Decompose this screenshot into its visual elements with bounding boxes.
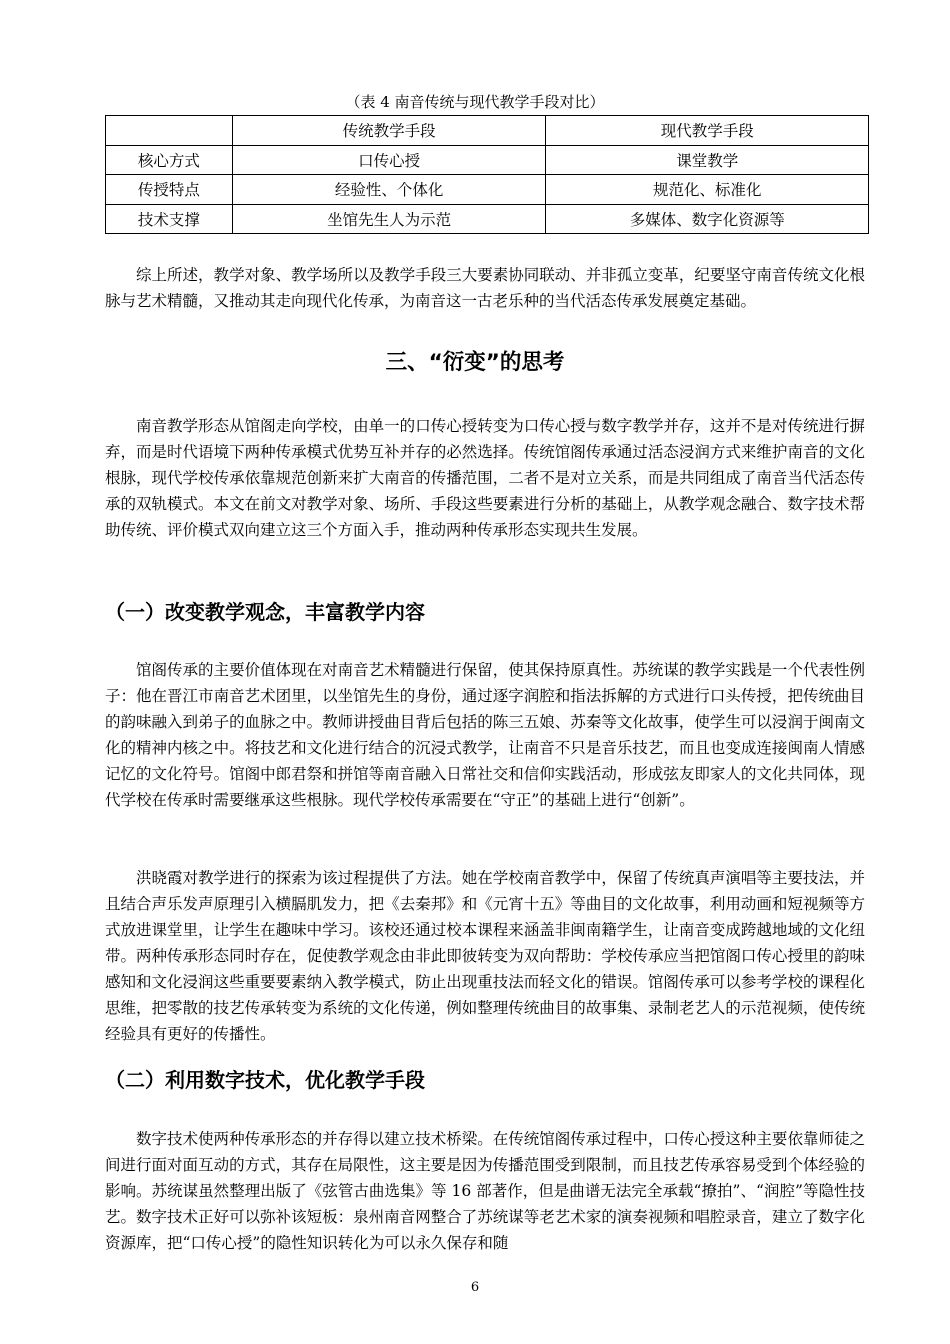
table-row (106, 204, 869, 234)
intro-paragraph: 南音教学形态从馆阁走向学校，由单一的口传心授转变为口传心授与数字教学并存，这并不是对传统进行摒弃，而是时代语境下两种传承模式优势互补并存的必然选择。传统馆阁传承通过活态浸润方式来维护南音的文化根脉，现代学校传承依靠规范创新来扩大南音的传播范围，二者不是对立关系，而是共同组成了南音当代活态传承的双轨模式。本文在前文对教学对象、场所、手段这些要素进行分析的基础上，从教学观念融合、数字技术帮助传统、评价模式双向建立这三个方面入手，推动两种传承形态实现共生发展。 (105, 417, 865, 539)
table-cell: 多媒体、数字化资源等 (546, 204, 869, 234)
body-paragraph: 数字技术使两种传承形态的并存得以建立技术桥梁。在传统馆阁传承过程中，口传心授这种主要依靠师徒之间进行面对面互动的方式，其存在局限性，这主要是因为传播范围受到限制，而且技艺传承容易受到个体经验的影响。苏统谋虽然整理出版了《弦管古曲选集》等 16 部著作，但是曲谱无法完全承载“撩拍”、“润腔”等隐性技艺。数字技术正好可以弥补该短板：泉州南音网整合了苏统谋等老艺术家的演奏视频和唱腔录音，建立了数字化资源库，把“口传心授”的隐性知识转化为可以永久保存和随 (105, 1130, 865, 1252)
section-heading: 三、“衍变”的思考 (385, 350, 565, 375)
table-cell: 核心方式 (106, 145, 233, 175)
table-cell: 坐馆先生人为示范 (232, 204, 546, 234)
summary-paragraph: 综上所述，教学对象、教学场所以及教学手段三大要素协同联动、并非孤立变革，纪要坚守南音传统文化根脉与艺术精髓，又推动其走向现代化传承，为南音这一古老乐种的当代活态传承发展奠定基础。 (105, 266, 865, 310)
table-cell: 经验性、个体化 (232, 175, 546, 205)
body-paragraph: 洪晓霞对教学进行的探索为该过程提供了方法。她在学校南音教学中，保留了传统真声演唱等主要技法，并且结合声乐发声原理引入横膈肌发力，把《去秦邦》和《元宵十五》等曲目的文化故事，利用动画和短视频等方式放进课堂里，让学生在趣味中学习。该校还通过校本课程来涵盖非闽南籍学生，让南音变成跨越地域的文化纽带。 (105, 869, 865, 965)
table-cell: 口传心授 (232, 145, 546, 175)
subsection-heading-2: （二）利用数字技术，优化教学手段 (105, 1068, 425, 1092)
comparison-table (105, 115, 869, 234)
table-header-row (106, 116, 869, 146)
table-row (106, 175, 869, 205)
table-cell: 课堂教学 (546, 145, 869, 175)
table-caption: （表 4 南音传统与现代教学手段对比） (345, 93, 605, 111)
table-header-cell (106, 116, 233, 146)
subsection-heading-1: （一）改变教学观念，丰富教学内容 (105, 600, 425, 624)
table-header-cell: 现代教学手段 (546, 116, 869, 146)
page-number: 6 (470, 1280, 480, 1295)
body-paragraph: 两种传承形态同时存在，促使教学观念由非此即彼转变为双向帮助：学校传承应当把馆阁口传心授里的韵味感知和文化浸润这些重要要素纳入教学模式，防止出现重技法而轻文化的错误。馆阁传承可以参考学校的课程化思维，把零散的技艺传承转变为系统的文化传递，例如整理传统曲目的故事集、录制老艺人的示范视频，使传统经验具有更好的传播性。 (105, 947, 865, 1043)
table-row (106, 145, 869, 175)
table-header-cell: 传统教学手段 (232, 116, 546, 146)
table-cell: 技术支撑 (106, 204, 233, 234)
body-paragraph: 馆阁传承的主要价值体现在对南音艺术精髓进行保留，使其保持原真性。苏统谋的教学实践是一个代表性例子：他在晋江市南音艺术团里，以坐馆先生的身份，通过逐字润腔和指法拆解的方式进行口头传授，把传统曲目的韵味融入到弟子的血脉之中。教师讲授曲目背后包括的陈三五娘、苏秦等文化故事，使学生可以浸润于闽南文化的精神内核之中。将技艺和文化进行结合的沉浸式教学，让南音不只是音乐技艺，而且也变成连接闽南人情感记忆的文化符号。馆阁中郎君祭和拼馆等南音融入日常社交和信仰实践活动，形成弦友即家人的文化共同体，现代学校在传承时需要继承这些根脉。现代学校传承需要在“守正”的基础上进行“创新”。 (105, 661, 865, 809)
table-cell: 规范化、标准化 (546, 175, 869, 205)
table-cell: 传授特点 (106, 175, 233, 205)
